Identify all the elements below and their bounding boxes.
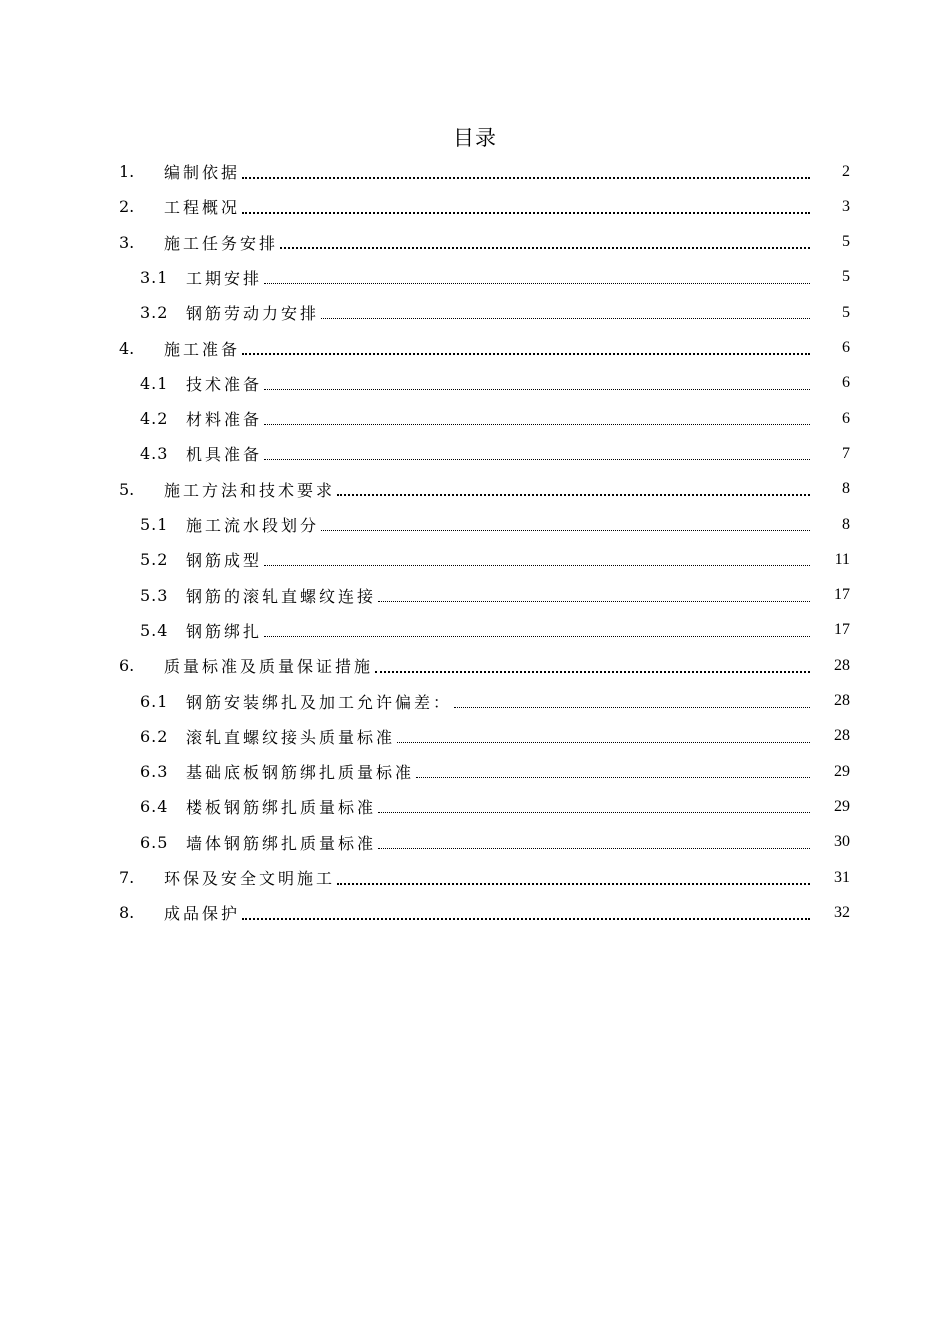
toc-entry-number: 4.2 bbox=[140, 409, 169, 429]
toc-entry-number: 5. bbox=[119, 479, 135, 499]
toc-entry[interactable] bbox=[0, 895, 950, 930]
toc-entry[interactable] bbox=[0, 472, 950, 507]
toc-leader-dots bbox=[264, 616, 810, 637]
toc-entry-page: 6 bbox=[842, 339, 850, 356]
toc-entry[interactable] bbox=[0, 789, 950, 824]
toc-entry-page: 30 bbox=[834, 833, 850, 851]
toc-entry-number: 7. bbox=[119, 868, 135, 887]
toc-entry[interactable] bbox=[0, 154, 950, 189]
toc-entry-label: 材料准备 bbox=[186, 410, 263, 430]
toc-entry-number: 6.3 bbox=[140, 762, 169, 782]
toc-entry-label: 钢筋成型 bbox=[186, 551, 263, 571]
toc-entry-label: 楼板钢筋绑扎质量标准 bbox=[186, 798, 377, 818]
toc-entry-label: 环保及安全文明施工 bbox=[164, 869, 336, 888]
toc-entry-label: 钢筋劳动力安排 bbox=[186, 304, 320, 324]
toc-entry-number: 6. bbox=[119, 656, 135, 676]
toc-leader-dots bbox=[242, 192, 810, 214]
toc-entry-label: 工程概况 bbox=[164, 198, 241, 218]
toc-entry-page: 8 bbox=[842, 480, 850, 498]
toc-entry-number: 3. bbox=[119, 232, 135, 252]
toc-entry-page: 28 bbox=[834, 656, 850, 674]
toc-leader-dots bbox=[280, 227, 810, 249]
toc-entry-number: 3.2 bbox=[140, 303, 169, 323]
toc-title: 目录 bbox=[453, 126, 497, 150]
toc-entry-label: 滚轧直螺纹接头质量标准 bbox=[186, 727, 396, 747]
toc-entry-number: 2. bbox=[119, 197, 135, 217]
toc-entry-number: 5.2 bbox=[140, 550, 169, 570]
toc-entry-page: 29 bbox=[834, 797, 850, 815]
toc-entry-page: 5 bbox=[842, 233, 850, 251]
toc-entry-label: 施工任务安排 bbox=[164, 233, 279, 253]
toc-leader-dots bbox=[321, 510, 810, 531]
toc-entry-label: 施工准备 bbox=[164, 339, 241, 359]
toc-leader-dots bbox=[337, 863, 810, 885]
toc-leader-dots bbox=[264, 369, 810, 390]
toc-leader-dots bbox=[378, 828, 810, 849]
toc-entry-page: 3 bbox=[842, 197, 850, 215]
toc-entry-label: 质量标准及质量保证措施 bbox=[164, 657, 374, 677]
toc-entry[interactable] bbox=[0, 719, 950, 754]
toc-entry-label: 钢筋的滚轧直螺纹连接 bbox=[186, 586, 377, 606]
toc-entry-label: 编制依据 bbox=[164, 163, 241, 182]
toc-entry-number: 4. bbox=[119, 338, 135, 358]
toc-entry-page: 31 bbox=[834, 868, 850, 886]
toc-leader-dots bbox=[375, 651, 810, 673]
toc-entry-page: 2 bbox=[842, 162, 850, 180]
toc-entry-page: 7 bbox=[842, 444, 850, 462]
toc-leader-dots bbox=[264, 545, 810, 566]
toc-entry-label: 钢筋绑扎 bbox=[186, 621, 263, 641]
toc-entry-page: 28 bbox=[834, 727, 850, 745]
toc-entry-number: 4.3 bbox=[140, 444, 169, 464]
toc-entry[interactable] bbox=[0, 648, 950, 683]
toc-entry-number: 3.1 bbox=[140, 267, 169, 287]
toc-entry-number: 5.1 bbox=[140, 515, 169, 534]
toc-entry-page: 6 bbox=[842, 374, 850, 392]
toc-entry-page: 6 bbox=[842, 409, 850, 427]
toc-leader-dots bbox=[264, 439, 810, 460]
toc-entry-page: 8 bbox=[842, 515, 850, 533]
toc-leader-dots bbox=[416, 757, 810, 778]
toc-entry[interactable] bbox=[0, 578, 950, 613]
toc-entry[interactable] bbox=[0, 825, 950, 860]
toc-entry-label: 成品保护 bbox=[164, 904, 241, 924]
toc-entry[interactable] bbox=[0, 331, 950, 366]
toc-entry-number: 5.4 bbox=[140, 620, 169, 640]
toc-entry-number: 6.2 bbox=[140, 726, 169, 746]
toc-entry[interactable] bbox=[0, 436, 950, 471]
toc-leader-dots bbox=[242, 333, 810, 355]
toc-entry-page: 32 bbox=[834, 903, 850, 921]
toc-entry-label: 施工流水段划分 bbox=[186, 516, 320, 535]
toc-entry-page: 5 bbox=[842, 303, 850, 321]
toc-entry-label: 基础底板钢筋绑扎质量标准 bbox=[186, 763, 415, 783]
toc-entry-label: 墙体钢筋绑扎质量标准 bbox=[186, 833, 377, 853]
toc-entry[interactable] bbox=[0, 225, 950, 260]
toc-entry-page: 17 bbox=[834, 586, 850, 604]
toc-leader-dots bbox=[378, 581, 810, 602]
toc-entry-page: 28 bbox=[834, 692, 850, 709]
toc-entry[interactable] bbox=[0, 613, 950, 648]
toc-entry-page: 5 bbox=[842, 268, 850, 286]
toc-entry[interactable] bbox=[0, 401, 950, 436]
toc-entry[interactable] bbox=[0, 684, 950, 719]
toc-entry-label: 钢筋安装绑扎及加工允许偏差： bbox=[186, 692, 453, 712]
toc-entry-number: 6.1 bbox=[140, 691, 169, 711]
toc-entry[interactable] bbox=[0, 295, 950, 330]
toc-entry-label: 施工方法和技术要求 bbox=[164, 480, 336, 500]
toc-leader-dots bbox=[242, 898, 810, 920]
toc-leader-dots bbox=[264, 263, 810, 284]
toc-entry[interactable] bbox=[0, 366, 950, 401]
toc-entry[interactable] bbox=[0, 860, 950, 895]
toc-leader-dots bbox=[321, 298, 810, 319]
toc-leader-dots bbox=[242, 157, 810, 179]
toc-entry-number: 4.1 bbox=[140, 373, 169, 393]
toc-entry-number: 6.5 bbox=[140, 832, 169, 852]
toc-entry[interactable] bbox=[0, 260, 950, 295]
toc-entry-page: 29 bbox=[834, 762, 850, 780]
toc-entry-label: 工期安排 bbox=[186, 268, 263, 288]
toc-entry[interactable] bbox=[0, 189, 950, 224]
toc-entry-label: 技术准备 bbox=[186, 374, 263, 394]
toc-leader-dots bbox=[397, 722, 810, 743]
toc-entry-number: 8. bbox=[119, 903, 135, 923]
toc-leader-dots bbox=[264, 404, 810, 425]
toc-leader-dots bbox=[454, 687, 810, 708]
toc-entry-page: 17 bbox=[834, 621, 850, 639]
toc-entry[interactable] bbox=[0, 542, 950, 577]
toc-entry[interactable] bbox=[0, 754, 950, 789]
toc-entry-number: 1. bbox=[119, 162, 135, 181]
toc-entry-number: 6.4 bbox=[140, 797, 169, 817]
toc-leader-dots bbox=[378, 792, 810, 813]
toc-leader-dots bbox=[337, 474, 810, 496]
toc-entry[interactable] bbox=[0, 507, 950, 542]
toc-entry-label: 机具准备 bbox=[186, 445, 263, 465]
toc-entry-page: 11 bbox=[834, 550, 850, 568]
toc-entry-number: 5.3 bbox=[140, 585, 169, 605]
